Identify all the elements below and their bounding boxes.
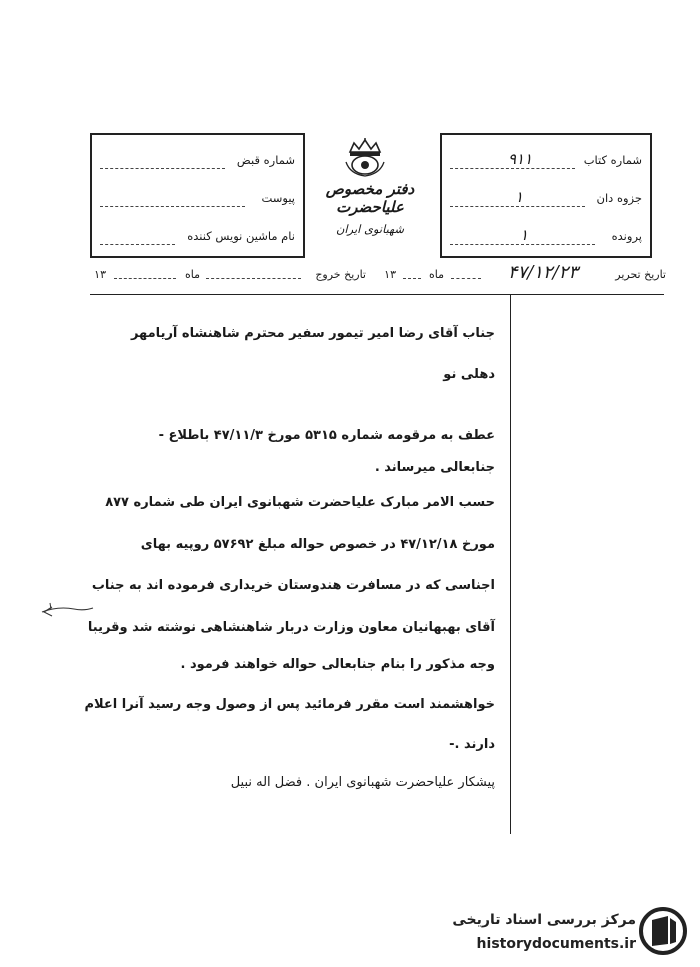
header-rule <box>90 294 664 295</box>
crown-emblem-icon <box>342 138 388 178</box>
body-line-3: حسب الامر مبارک علیاحضرت شهبانوی ایران طی شماره ۸۷۷ <box>105 495 495 510</box>
office-subtitle: شهبانوی ایران <box>335 222 405 236</box>
file-info-box <box>440 133 652 258</box>
write-date-value: ۴۷/۱۲/۲۳ <box>507 262 578 283</box>
office-title: دفتر مخصوص علیاحضرت <box>325 180 415 216</box>
archive-logo-icon <box>638 906 688 956</box>
dossier-row <box>450 226 642 251</box>
exit-month-label: ماه <box>184 268 200 281</box>
date-line <box>88 262 666 290</box>
recipient-line: جناب آقای رضا امیر تیمور سفیر محترم شاهنشاه آریامهر <box>130 326 495 341</box>
watermark-url: historydocuments.ir <box>476 936 636 952</box>
body-line-5: اجناسی که در مسافرت هندوستان خریداری فرموده اند به جناب <box>91 578 495 593</box>
write-month-label: ماه <box>428 268 444 281</box>
folder-value: ۱ <box>515 188 524 206</box>
attachment-row <box>100 191 295 213</box>
dossier-value: ۱ <box>520 226 529 244</box>
exit-year-label: ۱۳ <box>94 268 106 281</box>
receipt-info-box <box>90 133 305 258</box>
folder-row <box>450 188 642 213</box>
body-line-7: وجه مذکور را بنام جنابعالی حواله خواهند فرمود . <box>180 657 495 672</box>
signature-line: پیشکار علیاحضرت شهبانوی ایران . فضل اله نبیل <box>230 775 495 790</box>
margin-arrow-icon <box>40 600 95 622</box>
receipt-number-row <box>100 153 295 175</box>
body-line-2: جنابعالی میرساند . <box>374 460 495 475</box>
margin-rule <box>510 294 511 834</box>
dossier-label: پرونده <box>611 229 642 243</box>
book-number-label: شماره کتاب <box>583 153 642 167</box>
write-year-label: ۱۳ <box>384 268 396 281</box>
body-line-8: خواهشمند است مقرر فرمائید پس از وصول وجه رسید آنرا اعلام <box>84 697 495 712</box>
typist-row <box>100 229 295 251</box>
receipt-number-label: شماره قبض <box>236 153 295 167</box>
body-line-1: عطف به مرقومه شماره ۵۳۱۵ مورخ ۴۷/۱۱/۳ باطلاع - <box>158 428 495 443</box>
watermark-title: مرکز بررسی اسناد تاریخی <box>452 912 636 928</box>
recipient-city: دهلی نو <box>443 367 495 382</box>
exit-date-label: تاریخ خروج <box>315 268 366 281</box>
body-line-6: آقای بهبهانیان معاون وزارت دربار شاهنشاهی نوشته شد وقریبا <box>87 620 495 635</box>
attachment-label: پیوست <box>261 191 295 205</box>
folder-label: جزوه دان <box>596 191 642 205</box>
write-date-label: تاریخ تحریر <box>615 268 666 281</box>
book-number-value: ۹۱۱ <box>508 150 533 168</box>
closing-line: دارند .- <box>449 737 495 752</box>
body-line-4: مورخ ۴۷/۱۲/۱۸ در خصوص حواله مبلغ ۵۷۶۹۲ روپیه بهای <box>140 537 495 552</box>
typist-label: نام ماشین نویس کننده <box>187 229 295 243</box>
book-number-row <box>450 150 642 175</box>
